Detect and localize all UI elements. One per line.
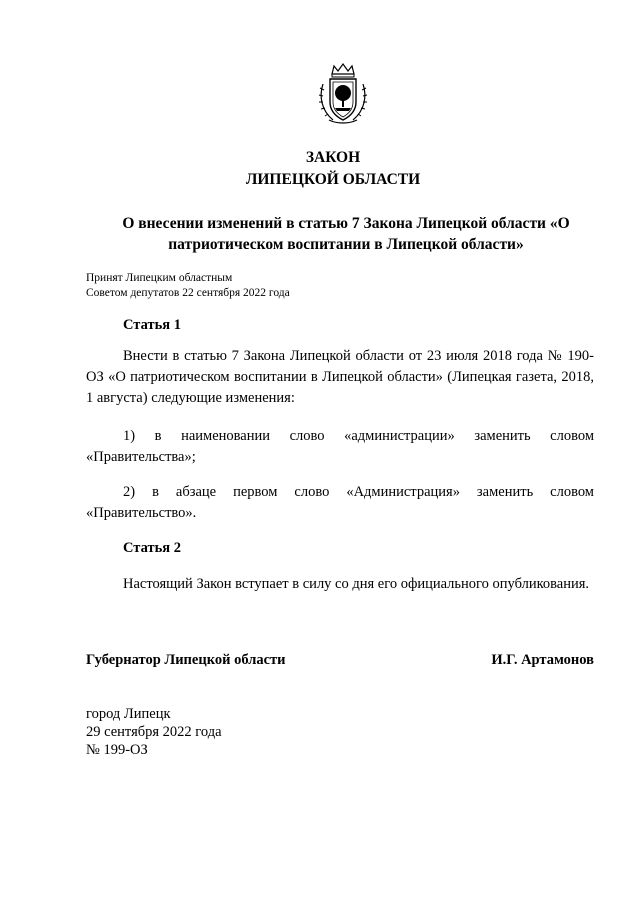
lipetsk-coat-of-arms-icon [315, 62, 371, 126]
article-1-intro: Внести в статью 7 Закона Липецкой области от 23 июля 2018 года № 190-ОЗ «О патриотическом воспитании в Липецкой области» (Липецкая газета, 2018, 1 августа) следующие изменения: [86, 348, 594, 406]
article-1-heading: Статья 1 [123, 317, 181, 333]
signature-block [86, 650, 594, 670]
adoption-line-1: Принят Липецким областным [86, 272, 233, 284]
signatory-position: Губернатор Липецкой области [86, 652, 286, 668]
law-region: ЛИПЕЦКОЙ ОБЛАСТИ [245, 171, 421, 188]
law-title: ЗАКОН [305, 149, 361, 166]
signatory-name: И.Г. Артамонов [491, 652, 594, 668]
article-2-heading: Статья 2 [123, 540, 181, 556]
footer-city: город Липецк [86, 706, 171, 722]
law-subject: О внесении изменений в статью 7 Закона Липецкой области «О патриотическом воспитании в Липецкой области» [122, 215, 570, 253]
adoption-line-2: Советом депутатов 22 сентября 2022 года [86, 287, 290, 299]
article-1-item-2: 2) в абзаце первом слово «Администрация» заменить словом «Правительство». [86, 484, 594, 521]
footer-date: 29 сентября 2022 года [86, 724, 222, 740]
law-footer [86, 705, 222, 759]
article-1-item-1: 1) в наименовании слово «администрации» заменить словом «Правительства»; [86, 428, 594, 465]
adoption-note [86, 271, 486, 301]
article-2-text: Настоящий Закон вступает в силу со дня его официального опубликования. [123, 576, 590, 592]
footer-number: № 199-ОЗ [86, 742, 148, 758]
